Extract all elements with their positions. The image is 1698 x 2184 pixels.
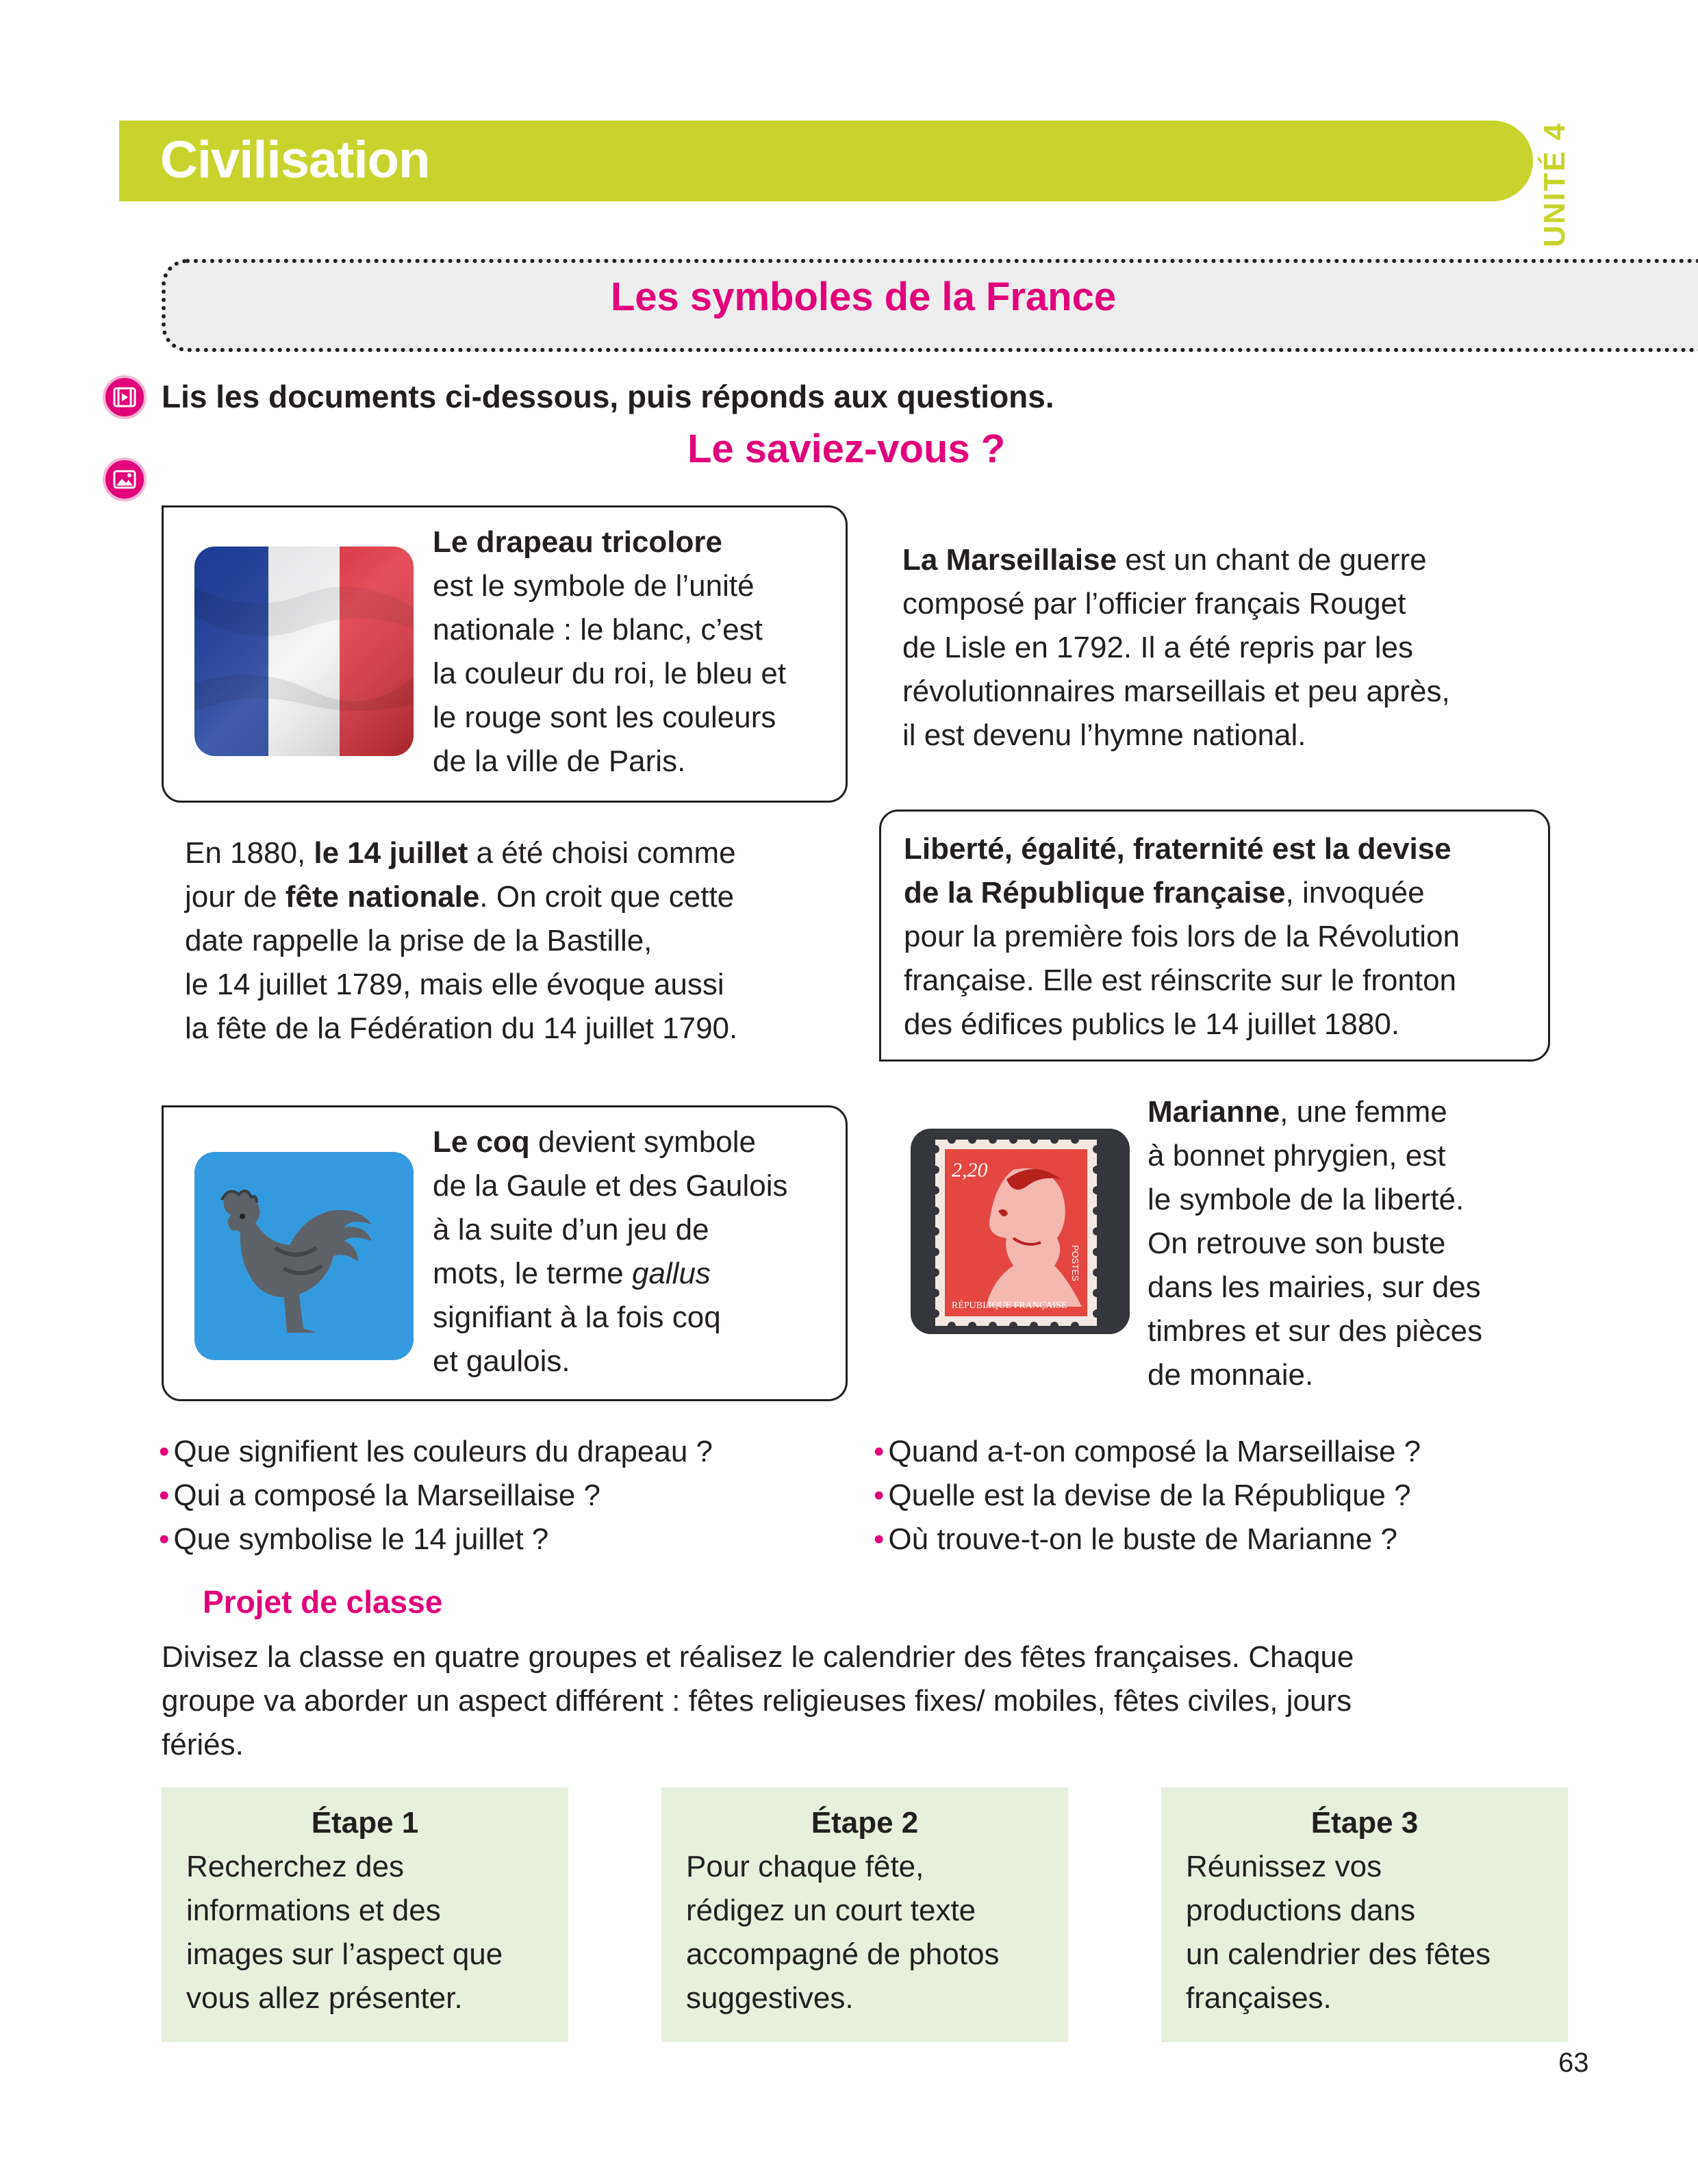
section-title: Civilisation [160,131,430,189]
marseillaise-line: révolutionnaires marseillais et peu après, [902,675,1450,708]
step-line: images sur l’aspect que [186,1937,503,1971]
marseillaise-bold: La Marseillaise [902,543,1117,577]
step-card-1 [162,1787,568,2042]
july-line: date rappelle la prise de la Bastille, [185,924,652,957]
flag-bold: Le drapeau tricolore [433,525,723,559]
motto-line: française. Elle est réinscrite sur le fronton [904,964,1457,997]
step-title: Étape 1 [311,1806,419,1840]
july-bold: le 14 juillet [314,836,468,870]
step-line: suggestives. [686,1981,854,2015]
motto-line: des édifices publics le 14 juillet 1880. [904,1007,1400,1041]
july-text-part: a été choisi comme [468,836,736,870]
marianne-line: timbres et sur des pièces [1148,1314,1483,1348]
project-line: fériés. [162,1728,244,1761]
marseillaise-text [902,538,1450,757]
questions-right [874,1430,1421,1561]
marseillaise-line: de Lisle en 1792. Il a été repris par les [902,631,1414,664]
step-line: Recherchez des [186,1850,404,1883]
july-bold: fête nationale [285,880,480,914]
motto-line: pour la première fois lors de la Révolution [904,920,1460,953]
flag-line: la couleur du roi, le bleu et [433,657,787,690]
rooster-text-part: mots, le terme [433,1257,632,1290]
step-title: Étape 3 [1310,1806,1419,1840]
stamp-value: 2,20 [952,1159,988,1181]
rooster-line: signifiant à la fois coq [433,1301,721,1334]
rooster-image [194,1152,414,1360]
page-number: 63 [1558,2048,1589,2078]
marianne-line: dans les mairies, sur des [1148,1270,1481,1304]
step-line: Réunissez vos [1186,1850,1382,1883]
july-text-part: . On croit que cette [479,880,735,914]
step-line: informations et des [186,1894,441,1927]
marianne-line: à bonnet phrygien, est [1148,1139,1446,1172]
stamp-postes: POSTES [1070,1245,1080,1281]
july-text-part: jour de [185,880,286,914]
marianne-rest: , une femme [1280,1095,1447,1129]
marseillaise-line: composé par l’officier français Rouget [902,587,1406,620]
question-item: • Quelle est la devise de la République ? [874,1474,1421,1518]
question-item: • Qui a composé la Marseillaise ? [159,1474,713,1518]
flag-card-text [433,520,786,783]
step-line: accompagné de photos [686,1937,1000,1971]
lesson-title: Les symboles de la France [610,275,1117,319]
marianne-line: de monnaie. [1148,1358,1314,1392]
question-item: • Que signifient les couleurs du drapeau ? [159,1430,713,1474]
step-card-3 [1161,1787,1568,2042]
motto-rest: , invoquée [1285,876,1425,909]
july-line: la fête de la Fédération du 14 juillet 1790. [185,1012,738,1045]
step-title: Étape 2 [811,1806,919,1840]
rooster-italic: gallus [631,1257,711,1290]
step-card-2 [661,1787,1068,2042]
rooster-rest: devient symbole [529,1125,756,1159]
project-line: groupe va aborder un aspect différent : fêtes religieuses fixes/ mobiles, fêtes civiles, jours [162,1684,1352,1718]
step-line: vous allez présenter. [186,1981,463,2015]
rooster-line: et gaulois. [433,1344,570,1378]
step-line: Pour chaque fête, [686,1850,924,1883]
flag-line: de la ville de Paris. [433,744,686,778]
question-item: • Quand a-t-on composé la Marseillaise ? [874,1430,1421,1474]
marseillaise-rest: est un chant de guerre [1117,543,1427,577]
stamp-caption: RÉPUBLIQUE FRANÇAISE [952,1301,1067,1311]
image-icon[interactable] [103,457,147,501]
july-14-text [185,831,737,1051]
project-title: Projet de classe [203,1584,443,1620]
flag-line: est le symbole de l’unité [433,569,755,603]
rooster-line: de la Gaule et des Gaulois [433,1169,788,1203]
july-line: le 14 juillet 1789, mais elle évoque aussi [185,968,724,1001]
step-line: productions dans [1186,1894,1416,1927]
rooster-line: à la suite d’un jeu de [433,1213,709,1246]
marianne-line: le symbole de la liberté. [1148,1183,1465,1216]
did-you-know-heading: Le saviez-vous ? [687,427,1006,471]
french-flag-image [194,547,414,756]
project-description [162,1635,1531,1767]
rooster-text [433,1120,788,1383]
motto-text [904,827,1460,1046]
july-text-part: En 1880, [185,836,314,870]
step-line: rédigez un court texte [686,1894,976,1927]
question-item: • Où trouve-t-on le buste de Marianne ? [874,1518,1421,1561]
unit-label: UNITÉ 4 [1538,122,1571,248]
project-line: Divisez la classe en quatre groupes et réalisez le calendrier des fêtes françaises. Chaque [162,1640,1354,1674]
marseillaise-line: il est devenu l’hymne national. [902,718,1306,752]
step-line: un calendrier des fêtes [1186,1937,1491,1971]
motto-bold: Liberté, égalité, fraternité est la devise [904,832,1452,866]
flag-line: nationale : le blanc, c’est [433,613,763,647]
questions-left [159,1430,713,1561]
instruction-text: Lis les documents ci-dessous, puis réponds aux questions. [162,379,1054,414]
step-line: françaises. [1186,1981,1332,2015]
marianne-text [1148,1090,1482,1397]
marianne-bold: Marianne [1148,1095,1280,1129]
question-item: • Que symbolise le 14 juillet ? [159,1518,713,1561]
rooster-bold: Le coq [433,1125,530,1159]
marianne-line: On retrouve son buste [1148,1227,1446,1260]
video-icon[interactable] [103,375,147,419]
motto-bold: de la République française [904,876,1286,909]
marianne-stamp-image [911,1129,1130,1334]
flag-line: le rouge sont les couleurs [433,701,776,734]
